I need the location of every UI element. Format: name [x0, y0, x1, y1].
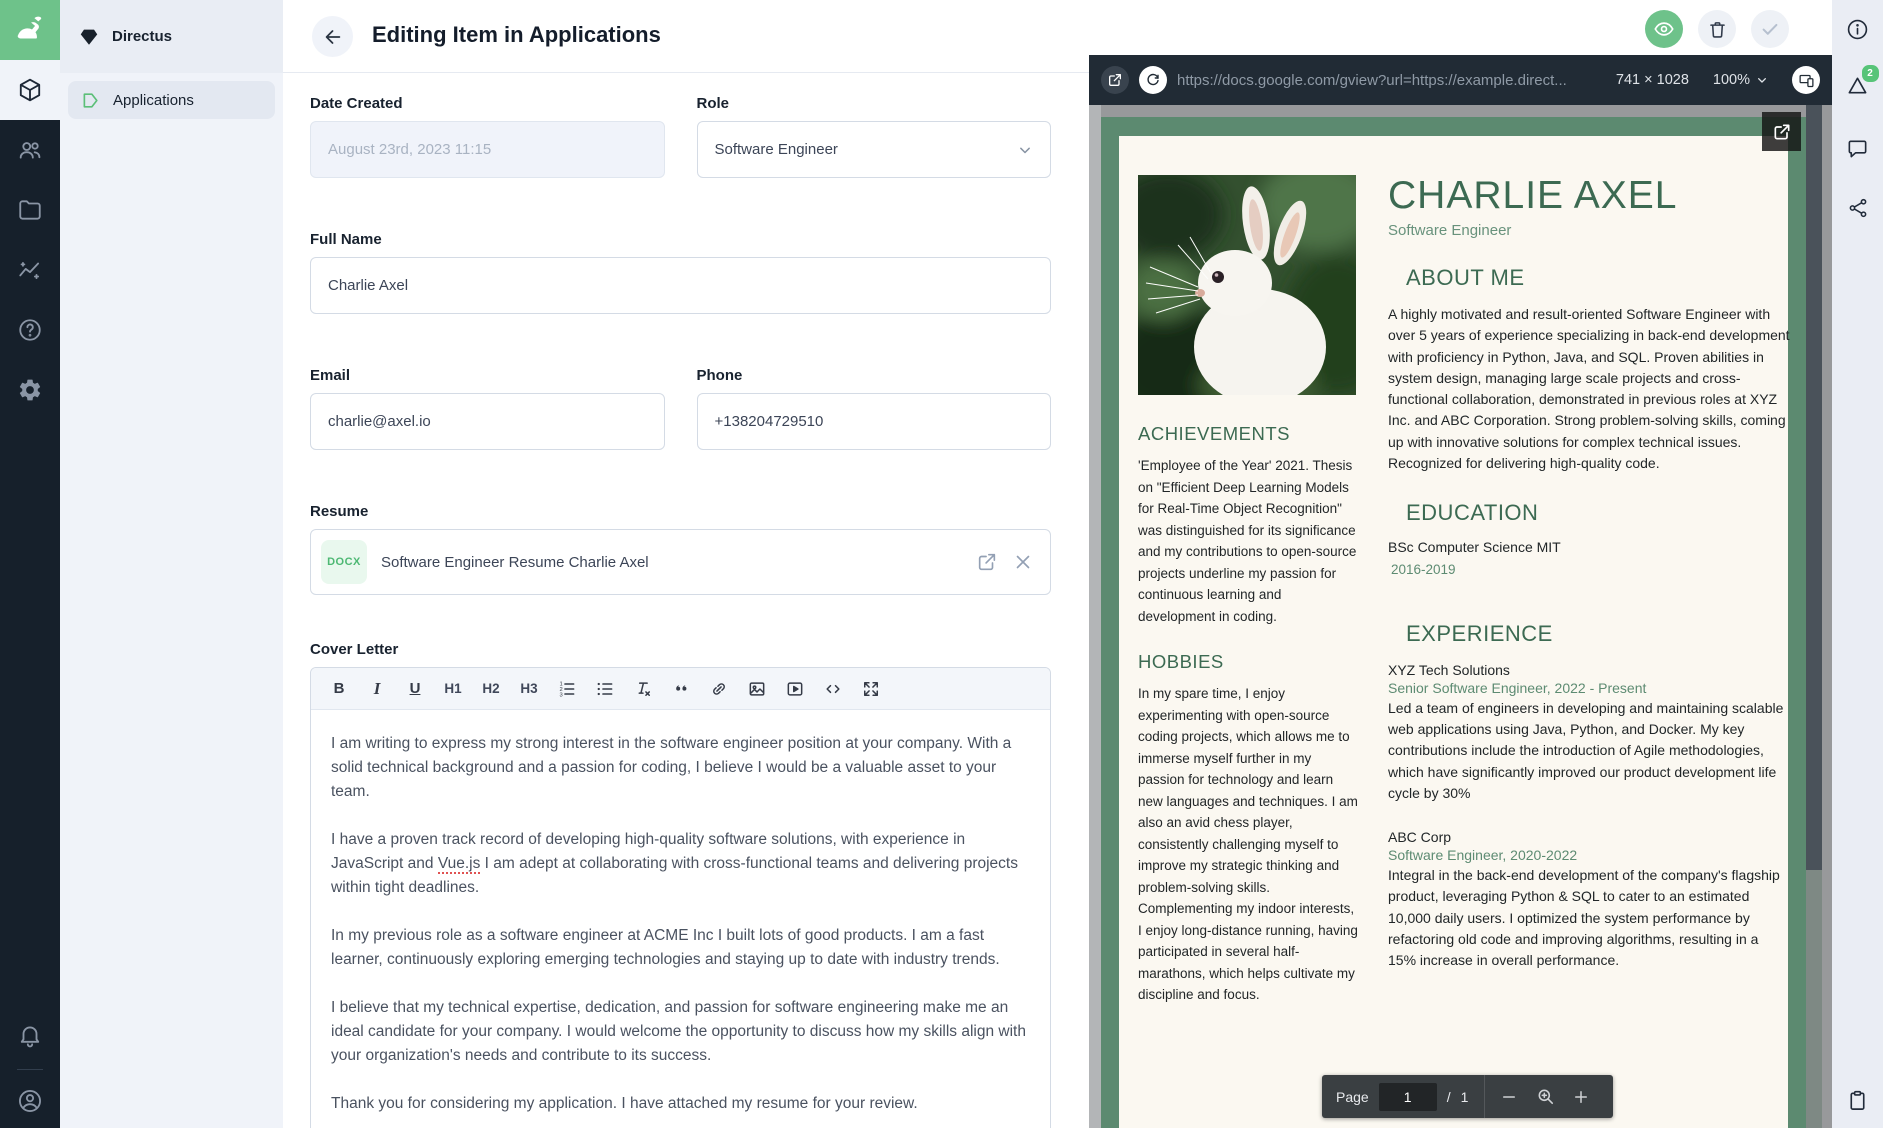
document-scrollbar[interactable] [1806, 105, 1822, 1128]
full-name-label: Full Name [310, 231, 382, 248]
fullscreen-icon [861, 679, 881, 699]
job-role: Senior Software Engineer, 2022 - Present [1388, 679, 1647, 696]
resume-label: Resume [310, 503, 369, 520]
header-actions [1645, 10, 1789, 48]
insights-icon [17, 257, 43, 283]
job-description: Led a team of engineers in developing and maintaining scalable web applications using Java, Python, and Docker. My key contributions include the introduction of Agile methodologies, which have significantly improved our product development life cycle by 30% [1388, 699, 1784, 801]
page-number-input[interactable] [1379, 1083, 1437, 1111]
misspelled-word: Vue.js [437, 855, 481, 872]
svg-text:2: 2 [559, 686, 563, 693]
user-menu-button[interactable] [0, 1074, 60, 1128]
help-icon [17, 317, 43, 343]
delete-button[interactable] [1698, 10, 1736, 48]
bullet-list-button[interactable] [587, 673, 623, 705]
code-icon [823, 679, 843, 699]
module-bar [0, 0, 60, 1128]
link-icon [709, 679, 729, 699]
field-full-name [310, 231, 1051, 314]
chevron-down-icon [1754, 72, 1770, 88]
rich-text-editor [310, 667, 1051, 1128]
bullet-list-icon [595, 679, 615, 699]
document-viewer [1089, 105, 1832, 1128]
preview-dimensions: 741 × 1028 [1615, 72, 1689, 88]
full-name-input[interactable] [310, 257, 1051, 314]
resume-right-column [1388, 175, 1790, 1006]
page-label: Page [1336, 1088, 1369, 1105]
job-company: XYZ Tech Solutions [1388, 661, 1510, 678]
zoom-in-button[interactable] [1563, 1079, 1599, 1115]
users-icon [17, 137, 43, 163]
cover-letter-paragraph: I have a proven track record of developing high-quality software solutions, with experience in JavaScript and Vue.js I am adept at collaborating with cross-functional teams and delivering projects within tight deadlines. [331, 831, 1018, 896]
web-preview-panel [1089, 55, 1832, 1128]
back-button[interactable] [312, 16, 353, 57]
education-years: 2016-2019 [1391, 561, 1456, 577]
job-role: Software Engineer, 2020-2022 [1388, 847, 1578, 864]
close-icon [1012, 551, 1034, 573]
module-users[interactable] [0, 120, 60, 180]
zoom-out-button[interactable] [1491, 1079, 1527, 1115]
field-phone [697, 367, 1052, 450]
role-label: Role [696, 95, 730, 112]
image-icon [747, 679, 767, 699]
comments-button[interactable] [1838, 128, 1878, 168]
zoom-level: 100% [1712, 72, 1750, 88]
gear-icon [17, 377, 43, 403]
collection-tag-icon [80, 90, 101, 111]
svg-text:1: 1 [559, 681, 563, 688]
svg-text:3: 3 [559, 692, 563, 698]
resume-left-column [1138, 175, 1358, 1006]
job-description: Integral in the back-end development of the company's flagship product, leveraging Python & SQL to cater to an estimated 10,000 daily users. I optimized the system performance by refactoring old code and improving algorithms, resulting in a 15% increase in overall performance. [1388, 867, 1780, 969]
scrollbar-thumb[interactable] [1806, 105, 1822, 870]
revisions-badge: 2 [1860, 63, 1881, 84]
page-separator: / [1446, 1088, 1451, 1105]
module-bar-divider [17, 1069, 43, 1070]
clipboard-icon [1846, 1089, 1869, 1112]
nav-item-applications[interactable] [68, 81, 275, 119]
revisions-button[interactable] [1838, 65, 1878, 105]
video-icon [785, 679, 805, 699]
code-button[interactable] [815, 673, 851, 705]
page-total: 1 [1460, 1088, 1469, 1105]
module-settings[interactable] [0, 360, 60, 420]
cube-icon [17, 77, 43, 103]
experience-entry [1388, 662, 1790, 804]
refresh-icon [1145, 72, 1161, 88]
page-controls [1322, 1075, 1613, 1118]
remove-file-button[interactable] [1012, 551, 1034, 573]
check-icon [1759, 18, 1781, 40]
gem-icon [78, 26, 100, 48]
blockquote-button[interactable] [663, 673, 699, 705]
hobbies-heading: HOBBIES [1138, 651, 1224, 672]
devices-icon [1798, 72, 1815, 89]
cover-letter-paragraph: In my previous role as a software engineer at ACME Inc I built lots of good products. I am a fast learner, continuously exploring emerging technologies and staying up to date with industry trends. [331, 927, 1000, 968]
project-switcher[interactable] [60, 0, 283, 73]
cover-letter-paragraph: I am writing to express my strong interest in the software engineer position at your company. With a solid technical background and a passion for coding, I believe I would be a valuable asset to your team. [331, 735, 1012, 800]
preview-url[interactable]: https://docs.google.com/gview?url=https://example.direct... [1177, 71, 1567, 89]
info-icon [1846, 18, 1869, 41]
insert-video-button[interactable] [777, 673, 813, 705]
bold-button[interactable]: B [333, 680, 345, 697]
device-toggle-button[interactable] [1792, 66, 1820, 94]
blockquote-icon [671, 679, 691, 699]
zoom-control[interactable] [1713, 72, 1770, 88]
open-preview-button[interactable] [1101, 66, 1129, 94]
date-created-input [310, 121, 665, 178]
zoom-fit-button[interactable] [1527, 1079, 1563, 1115]
applicant-name: CHARLIE AXEL [1388, 174, 1678, 217]
directus-logo[interactable] [0, 0, 60, 60]
cover-letter-paragraph: Thank you for considering my application. I have attached my resume for your review. [331, 1095, 918, 1112]
share-button[interactable] [1838, 188, 1878, 228]
ordered-list-icon [557, 679, 577, 699]
achievements-text: 'Employee of the Year' 2021. Thesis on "Efficient Deep Learning Models for Real-Time Object Recognition" was distinguished for its significance and my contributions to open-source projects underline my passion for continuous learning and development in coding. [1138, 458, 1357, 624]
about-text: A highly motivated and result-oriented Software Engineer with over 5 years of experience specializing in back-end development with proficiency in Python, Java, and SQL. Proven abilities in system design, managing large scale projects and cross-functional collaboration, demonstrated in previous roles at XYZ Inc. and ABC Corporation. Strong problem-solving skills, coming up with innovative solutions for complex technical issues. Recognized for delivering high-quality code. [1388, 306, 1790, 472]
clear-formatting-icon [633, 679, 653, 699]
comment-icon [1846, 137, 1869, 160]
hobbies-text: In my spare time, I enjoy experimenting with open-source coding projects, which allows me to immerse myself further in my passion for technology and learn new languages and techniques. I am also an avid chess player, consistently challenging myself to improve my strategic thinking and problem-solving skills. Complementing my indoor interests, I enjoy long-distance running, having participated in several half-marathons, which helps cultivate my discipline and focus. [1138, 686, 1358, 1002]
docx-badge: DOCX [321, 540, 367, 584]
education-degree: BSc Computer Science MIT [1388, 539, 1561, 556]
flows-button[interactable] [1838, 1080, 1878, 1120]
folder-icon [17, 197, 43, 223]
field-cover-letter [310, 641, 1051, 1128]
phone-label: Phone [696, 367, 743, 384]
experience-heading: EXPERIENCE [1406, 620, 1553, 646]
save-button[interactable] [1751, 10, 1789, 48]
bell-icon [17, 1022, 43, 1048]
open-in-new-icon [1772, 122, 1792, 142]
open-in-new-icon [1107, 72, 1123, 88]
role-select[interactable] [697, 121, 1052, 178]
about-heading: ABOUT ME [1406, 265, 1525, 290]
eye-icon [1653, 18, 1675, 40]
field-role [697, 95, 1052, 178]
share-icon [1847, 197, 1869, 219]
cover-letter-label: Cover Letter [310, 641, 399, 658]
nav-sidebar [60, 0, 283, 1128]
refresh-button[interactable] [1139, 66, 1167, 94]
page-title: Editing Item in Applications [372, 22, 661, 47]
experience-entry [1388, 829, 1790, 971]
open-in-new-icon [976, 551, 998, 573]
date-created-label: Date Created [310, 95, 403, 112]
achievements-heading: ACHIEVEMENTS [1138, 423, 1290, 444]
fullscreen-button[interactable] [853, 673, 889, 705]
editor-toolbar [311, 668, 1050, 710]
notifications-button[interactable] [0, 1005, 60, 1065]
magnifier-plus-icon [1536, 1087, 1555, 1106]
project-name: Directus [112, 28, 173, 45]
ordered-list-button[interactable] [549, 673, 585, 705]
controls-divider [1484, 1075, 1485, 1118]
user-circle-icon [17, 1088, 43, 1114]
field-resume [310, 503, 1051, 595]
open-file-button[interactable] [976, 551, 998, 573]
italic-button[interactable]: I [373, 678, 381, 698]
preview-button[interactable] [1645, 10, 1683, 48]
clear-formatting-button[interactable] [625, 673, 661, 705]
insert-image-button[interactable] [739, 673, 775, 705]
h2-button[interactable]: H2 [482, 681, 500, 696]
item-info-button[interactable] [1838, 9, 1878, 49]
module-help[interactable] [0, 300, 60, 360]
h1-button[interactable]: H1 [444, 681, 462, 696]
preview-url-bar [1089, 55, 1832, 105]
applicant-title: Software Engineer [1388, 222, 1512, 239]
module-insights[interactable] [0, 240, 60, 300]
cover-letter-paragraph: I believe that my technical expertise, dedication, and passion for software engineering make me an ideal candidate for your company. I would welcome the opportunity to discuss how my skills align with your organization's needs and contribute to its success. [331, 999, 1026, 1064]
phone-input[interactable] [697, 393, 1052, 450]
right-sidebar [1832, 0, 1883, 1128]
plus-icon [1572, 1088, 1590, 1106]
arrow-left-icon [322, 26, 344, 48]
h3-button[interactable]: H3 [520, 681, 538, 696]
directus-rabbit-icon [14, 14, 46, 46]
resume-document-page [1101, 117, 1806, 1128]
email-input[interactable] [310, 393, 665, 450]
module-files[interactable] [0, 180, 60, 240]
field-date-created [310, 95, 665, 178]
job-company: ABC Corp [1388, 829, 1452, 846]
resume-file-name: Software Engineer Resume Charlie Axel [381, 553, 649, 571]
email-label: Email [310, 367, 351, 384]
resume-file [310, 529, 1051, 595]
applicant-photo [1138, 175, 1356, 395]
link-button[interactable] [701, 673, 737, 705]
viewer-gutter [1089, 105, 1101, 1128]
field-email [310, 367, 665, 450]
expand-document-button[interactable] [1762, 112, 1801, 151]
item-edit-form [283, 73, 1089, 1128]
trash-icon [1707, 19, 1728, 40]
module-content[interactable] [0, 60, 60, 120]
nav-item-label: Applications [113, 91, 194, 109]
underline-button[interactable]: U [409, 680, 421, 697]
cover-letter-content[interactable] [311, 710, 1050, 1128]
minus-icon [1500, 1088, 1518, 1106]
education-heading: EDUCATION [1406, 500, 1539, 526]
